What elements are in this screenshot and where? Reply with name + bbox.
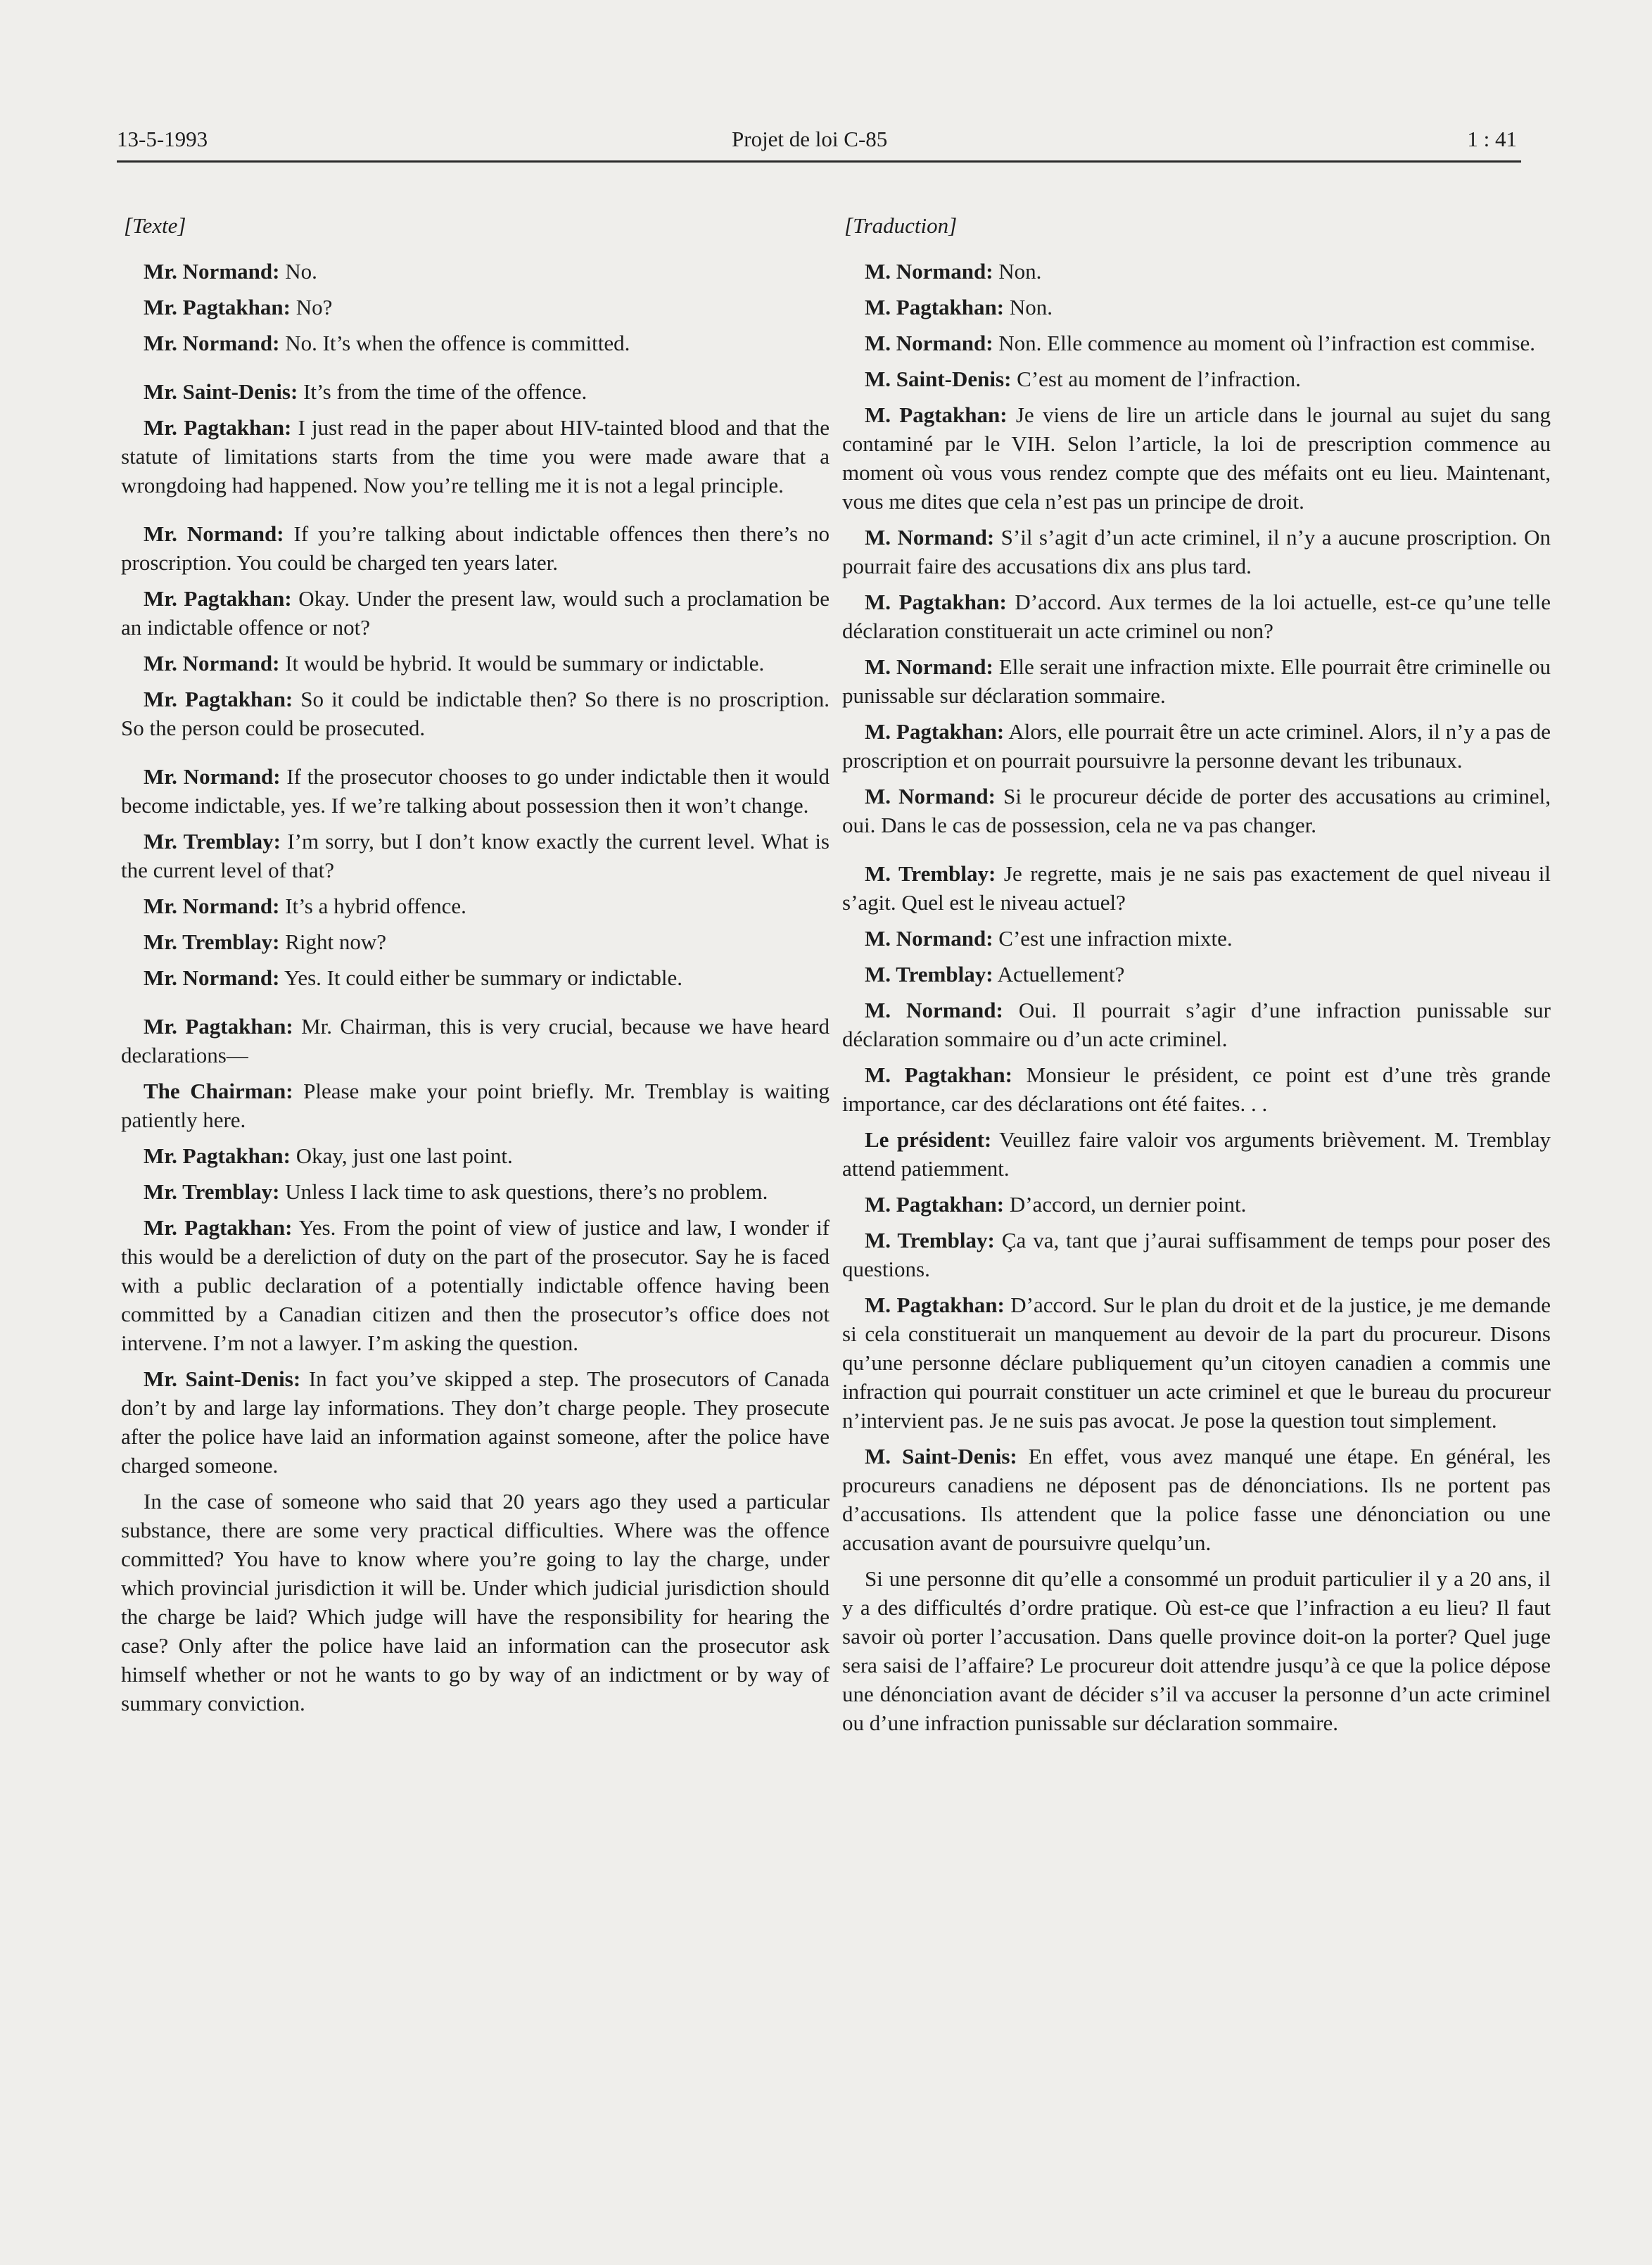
speaker-name: Mr. Pagtakhan: — [144, 415, 292, 440]
speaker-name: M. Pagtakhan: — [865, 1062, 1012, 1087]
speaker-name: Mr. Pagtakhan: — [144, 1143, 291, 1168]
speech-paragraph — [842, 1226, 1551, 1283]
speech-text: Non. Elle commence au moment où l’infraction est commise. — [993, 331, 1536, 355]
speech-text: C’est au moment de l’infraction. — [1011, 367, 1301, 391]
speech-text: Je viens de lire un article dans le journal au sujet du sang contaminé par le VIH. Selon l’article, la loi de prescription commence au moment où vous vous rendez compte que des méfaits ont eu lieu. Maintenant, vous me dites que cela n’est pas un principe de droit. — [842, 402, 1551, 514]
speech-text: Veuillez faire valoir vos arguments brièvement. M. Tremblay attend patiemment. — [842, 1127, 1551, 1181]
speech-paragraph — [842, 924, 1551, 953]
speech-paragraph — [842, 1442, 1551, 1557]
speech-text: C’est une infraction mixte. — [993, 926, 1233, 951]
header-date: 13-5-1993 — [117, 127, 208, 151]
speech-paragraph — [842, 960, 1551, 989]
speech-text: Non. — [1004, 295, 1053, 319]
speaker-name: M. Normand: — [865, 784, 996, 808]
speaker-name: M. Pagtakhan: — [865, 402, 1008, 427]
speech-text: Ça va, tant que j’aurai suffisamment de temps pour poser des questions. — [842, 1228, 1551, 1281]
page-header — [117, 118, 1521, 163]
speaker-name: M. Saint-Denis: — [865, 1444, 1017, 1468]
speech-paragraph — [842, 1190, 1551, 1219]
speech-text: No. It’s when the offence is committed. — [279, 331, 630, 355]
speaker-name: Mr. Tremblay: — [144, 829, 281, 854]
speech-text: S’il s’agit d’un acte criminel, il n’y a aucune proscription. On pourrait faire des accusations dix ans plus tard. — [842, 525, 1551, 578]
speech-text: Okay. Under the present law, would such a proclamation be an indictable offence or not? — [121, 586, 830, 640]
speech-paragraph — [121, 1177, 830, 1206]
speech-paragraph — [121, 1213, 830, 1357]
speaker-name: Mr. Tremblay: — [144, 1179, 280, 1204]
speaker-name: M. Normand: — [865, 926, 993, 951]
header-page-number: 1 : 41 — [1467, 127, 1517, 151]
speech-text: D’accord, un dernier point. — [1004, 1192, 1247, 1217]
speech-paragraph — [842, 652, 1551, 710]
speaker-name: M. Tremblay: — [865, 962, 993, 986]
speech-text: Unless I lack time to ask questions, there’s no problem. — [279, 1179, 768, 1204]
speaker-name: Mr. Saint-Denis: — [144, 379, 298, 404]
speaker-name: M. Saint-Denis: — [865, 367, 1012, 391]
speaker-name: M. Normand: — [865, 259, 993, 284]
speaker-name: M. Pagtakhan: — [865, 1293, 1005, 1317]
speech-paragraph — [121, 329, 830, 357]
speech-text: Si le procureur décide de porter des accusations au criminel, oui. Dans le cas de possession, cela ne va pas changer. — [842, 784, 1551, 837]
speech-text: It’s a hybrid offence. — [279, 894, 466, 918]
speaker-name: Mr. Normand: — [144, 894, 280, 918]
speaker-name: M. Normand: — [865, 331, 993, 355]
speech-paragraph — [842, 329, 1551, 357]
speech-paragraph — [121, 1077, 830, 1134]
section-label-texte: [Texte] — [124, 213, 186, 238]
speech-paragraph — [121, 927, 830, 956]
speech-text: Okay, just one last point. — [290, 1143, 513, 1168]
speech-paragraph — [121, 257, 830, 286]
speech-paragraph — [121, 519, 830, 577]
speaker-name: M. Normand: — [865, 654, 993, 679]
header-title: Projet de loi C-85 — [732, 127, 888, 151]
speech-paragraph — [121, 584, 830, 642]
speaker-name: Mr. Normand: — [144, 331, 280, 355]
speech-paragraph — [842, 782, 1551, 839]
speech-paragraph — [842, 1060, 1551, 1118]
speech-paragraph — [121, 1364, 830, 1480]
speaker-name: M. Pagtakhan: — [865, 719, 1005, 744]
speech-text: I just read in the paper about HIV-tainted blood and that the statute of limitations starts from the time you were made aware that a wrongdoing had happened. Now you’re telling me it is not a legal principle. — [121, 415, 830, 497]
speech-paragraph — [842, 257, 1551, 286]
speech-paragraph — [842, 859, 1551, 917]
speech-paragraph — [842, 588, 1551, 645]
speaker-name: Mr. Normand: — [144, 259, 280, 284]
speech-text: In fact you’ve skipped a step. The prosecutors of Canada don’t by and large lay informations. They don’t charge people. They prosecute after the police have laid an information against someone, after the police have charged someone. — [121, 1366, 830, 1478]
speech-text: Alors, elle pourrait être un acte criminel. Alors, il n’y a pas de proscription et on pourrait poursuivre la personne devant les tribunaux. — [842, 719, 1551, 773]
speech-paragraph — [121, 1141, 830, 1170]
speaker-name: Le président: — [865, 1127, 992, 1152]
right-column-french — [842, 211, 1551, 1744]
speech-paragraph — [121, 413, 830, 500]
speaker-name: M. Pagtakhan: — [865, 1192, 1005, 1217]
speech-paragraph — [842, 1290, 1551, 1435]
speech-text: Elle serait une infraction mixte. Elle pourrait être criminelle ou punissable sur déclaration sommaire. — [842, 654, 1551, 708]
speaker-name: Mr. Pagtakhan: — [144, 687, 293, 711]
speech-text: No. — [279, 259, 317, 284]
speech-text: Yes. It could either be summary or indictable. — [279, 965, 682, 990]
speaker-name: M. Pagtakhan: — [865, 590, 1007, 614]
speech-text: It would be hybrid. It would be summary or indictable. — [279, 651, 765, 675]
speech-paragraph — [121, 892, 830, 920]
speech-text: If the prosecutor chooses to go under indictable then it would become indictable, yes. If we’re talking about possession then it won’t change. — [121, 764, 830, 818]
speech-text: Si une personne dit qu’elle a consommé un produit particulier il y a 20 ans, il y a des difficultés d’ordre pratique. Où est-ce que l’infraction a eu lieu? Il faut savoir où porter l’accusation. Dans quelle province doit-on la porter? Quel juge sera saisi de l’affaire? Le procureur doit attendre jusqu’à ce que la police dépose une dénonciation avant de décider s’il va accuser la personne d’un acte criminel ou d’une infraction punissable sur déclaration sommaire. — [842, 1566, 1551, 1735]
speech-text: No? — [290, 295, 333, 319]
speaker-name: M. Tremblay: — [865, 861, 996, 886]
speech-paragraph — [121, 762, 830, 820]
speaker-name: M. Pagtakhan: — [865, 295, 1005, 319]
speaker-name: Mr. Normand: — [144, 965, 280, 990]
speech-text: Mr. Chairman, this is very crucial, because we have heard declarations— — [121, 1014, 830, 1067]
speech-text: Yes. From the point of view of justice and law, I wonder if this would be a dereliction of duty on the part of the prosecutor. Say he is faced with a public declaration of a potentially indictable offence having been committed by a Canadian citizen and then the prosecutor’s office does not intervene. I’m not a lawyer. I’m asking the question. — [121, 1215, 830, 1355]
speech-text: En effet, vous avez manqué une étape. En général, les procureurs canadiens ne déposent pas de dénonciations. Ils ne portent pas d’accusations. Ils attendent que la police fasse une dénonciation ou une accusation avant de poursuivre quelqu’un. — [842, 1444, 1551, 1555]
speech-text: D’accord. Sur le plan du droit et de la justice, je me demande si cela constituerait un manquement au devoir de la part du procureur. Disons qu’une personne déclare publiquement qu’un citoyen canadien a commis une infraction qui pourrait constituer un acte criminel et que le bureau du procureur n’intervient pas. Je ne suis pas avocat. Je pose la question tout simplement. — [842, 1293, 1551, 1433]
speech-paragraph — [842, 996, 1551, 1053]
speech-text: Monsieur le président, ce point est d’une très grande importance, car des déclarations ont été faites. . . — [842, 1062, 1551, 1116]
speaker-name: Mr. Pagtakhan: — [144, 1014, 293, 1039]
speech-text: It’s from the time of the offence. — [298, 379, 587, 404]
speech-paragraph — [121, 649, 830, 678]
speech-paragraph — [121, 293, 830, 322]
speech-paragraph — [842, 1125, 1551, 1183]
speech-text: Non. — [993, 259, 1042, 284]
speech-paragraph — [121, 1012, 830, 1070]
speaker-name: The Chairman: — [144, 1079, 293, 1103]
speaker-name: M. Normand: — [865, 525, 995, 550]
speech-text: In the case of someone who said that 20 years ago they used a particular substance, there are some very practical difficulties. Where was the offence committed? You have to know where you’re going to lay the charge, under which provincial jurisdiction it will be. Under which judicial jurisdiction should the charge be laid? Which judge will have the responsibility for hearing the case? Only after the police have laid an information can the prosecutor ask himself whether or not he wants to go by way of an indictment or by way of summary conviction. — [121, 1489, 830, 1715]
speech-text: So it could be indictable then? So there is no proscription. So the person could be prosecuted. — [121, 687, 830, 740]
speech-paragraph — [121, 963, 830, 992]
speech-text: Oui. Il pourrait s’agir d’une infraction punissable sur déclaration sommaire ou d’un acte criminel. — [842, 998, 1551, 1051]
speech-paragraph — [121, 685, 830, 742]
speech-text: Je regrette, mais je ne sais pas exactement de quel niveau il s’agit. Quel est le niveau actuel? — [842, 861, 1551, 915]
speech-paragraph — [121, 377, 830, 406]
speaker-name: Mr. Normand: — [144, 651, 280, 675]
speech-text: Right now? — [279, 930, 387, 954]
speech-text: I’m sorry, but I don’t know exactly the current level. What is the current level of that? — [121, 829, 830, 882]
speaker-name: Mr. Saint-Denis: — [144, 1366, 301, 1391]
speaker-name: Mr. Tremblay: — [144, 930, 280, 954]
section-label-traduction: [Traduction] — [844, 213, 958, 238]
speech-paragraph — [842, 293, 1551, 322]
speech-text: D’accord. Aux termes de la loi actuelle, est-ce qu’une telle déclaration constituerait un acte criminel ou non? — [842, 590, 1551, 643]
speech-paragraph — [121, 827, 830, 884]
speech-text: If you’re talking about indictable offences then there’s no proscription. You could be charged ten years later. — [121, 521, 830, 575]
speaker-name: Mr. Pagtakhan: — [144, 586, 292, 611]
speech-text: Actuellement? — [993, 962, 1125, 986]
speech-paragraph — [842, 1564, 1551, 1737]
speech-text: Please make your point briefly. Mr. Tremblay is waiting patiently here. — [121, 1079, 830, 1132]
left-column-english — [121, 211, 830, 1725]
speech-paragraph — [842, 364, 1551, 393]
speech-paragraph — [842, 717, 1551, 775]
speaker-name: Mr. Pagtakhan: — [144, 295, 291, 319]
speaker-name: M. Tremblay: — [865, 1228, 995, 1252]
speaker-name: M. Normand: — [865, 998, 1003, 1022]
speaker-name: Mr. Normand: — [144, 521, 284, 546]
speech-paragraph — [842, 523, 1551, 580]
speaker-name: Mr. Normand: — [144, 764, 281, 789]
speaker-name: Mr. Pagtakhan: — [144, 1215, 293, 1240]
speech-paragraph — [842, 400, 1551, 516]
speech-paragraph — [121, 1487, 830, 1718]
